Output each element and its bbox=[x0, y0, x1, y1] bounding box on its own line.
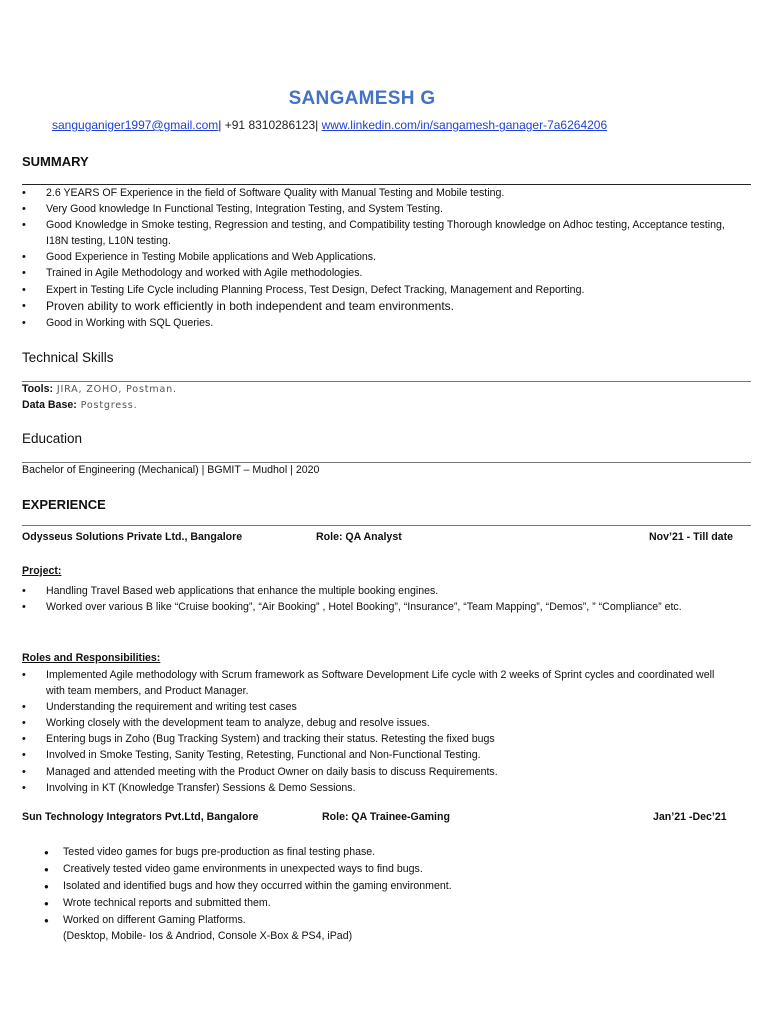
database-value: Postgress. bbox=[76, 400, 138, 411]
job1-company: Odysseus Solutions Private Ltd., Bangalore bbox=[22, 531, 243, 543]
job2-list bbox=[31, 844, 721, 929]
candidate-name: SANGAMESH G bbox=[288, 88, 436, 109]
list-item: • Managed and attended meeting with the Product Owner on daily basis to discuss Requirements. bbox=[22, 764, 722, 780]
list-item: • Handling Travel Based web applications that enhance the multiple booking engines. bbox=[22, 583, 722, 599]
list-item: ● Creatively tested video game environments in unexpected ways to find bugs. bbox=[31, 861, 721, 878]
roles-heading: Roles and Responsibilities: bbox=[22, 652, 161, 664]
tools-value: JIRA, ZOHO, Postman. bbox=[53, 384, 177, 395]
list-item: ● Wrote technical reports and submitted them. bbox=[31, 895, 721, 912]
job2-role: Role: QA Trainee-Gaming bbox=[322, 811, 450, 823]
list-item: • Good Experience in Testing Mobile applications and Web Applications. bbox=[22, 249, 732, 265]
education-divider bbox=[22, 462, 751, 463]
list-item: • Entering bugs in Zoho (Bug Tracking System) and tracking their status. Retesting the fixed bugs bbox=[22, 731, 722, 747]
list-item: ● Worked on different Gaming Platforms. bbox=[31, 912, 721, 929]
list-item: • Understanding the requirement and writing test cases bbox=[22, 699, 722, 715]
project-heading: Project: bbox=[22, 565, 62, 577]
list-item: • 2.6 YEARS OF Experience in the field of Software Quality with Manual Testing and Mobile testing. bbox=[22, 185, 732, 201]
experience-heading: EXPERIENCE bbox=[22, 497, 106, 512]
tools-label: Tools: bbox=[22, 383, 53, 395]
list-item: • Involved in Smoke Testing, Sanity Testing, Retesting, Functional and Non-Functional Testing. bbox=[22, 747, 722, 763]
email-link[interactable]: sanguganiger1997@gmail.com bbox=[52, 118, 219, 132]
list-item: • Good Knowledge in Smoke testing, Regression and testing, and Compatibility testing Thorough knowledge on Adhoc testing, Acceptance testing, I18N testing, L10N testing. bbox=[22, 217, 732, 249]
contact-line bbox=[52, 118, 607, 132]
list-item: • Very Good knowledge In Functional Testing, Integration Testing, and System Testing. bbox=[22, 201, 732, 217]
list-item: • Worked over various B like “Cruise booking”, “Air Booking” , Hotel Booking”, “Insurance”, “Team Mapping”, “Demos”, ” “Compliance” etc. bbox=[22, 599, 722, 615]
job1-dates: Nov’21 - Till date bbox=[649, 531, 733, 543]
education-heading: Education bbox=[22, 431, 83, 446]
summary-heading: SUMMARY bbox=[22, 154, 89, 169]
job2-company: Sun Technology Integrators Pvt.Ltd, Bangalore bbox=[22, 811, 259, 823]
project-list bbox=[22, 583, 722, 615]
database-label: Data Base: bbox=[22, 399, 77, 411]
education-line: Bachelor of Engineering (Mechanical) | BGMIT – Mudhol | 2020 bbox=[22, 464, 320, 476]
linkedin-link[interactable]: www.linkedin.com/in/sangamesh-ganager-7a6264206 bbox=[321, 118, 608, 132]
platforms-note: (Desktop, Mobile- Ios & Andriod, Console X-Box & PS4, iPad) bbox=[63, 930, 353, 942]
database-row bbox=[22, 399, 137, 411]
list-item: • Good in Working with SQL Queries. bbox=[22, 315, 732, 331]
roles-list bbox=[22, 667, 722, 796]
tools-row bbox=[22, 383, 177, 395]
job2-dates: Jan’21 -Dec’21 bbox=[653, 811, 727, 823]
list-item: ● Isolated and identified bugs and how they occurred within the gaming environment. bbox=[31, 878, 721, 895]
list-item: • Expert in Testing Life Cycle including Planning Process, Test Design, Defect Tracking, Management and Reporting. bbox=[22, 282, 732, 298]
list-item: • Trained in Agile Methodology and worked with Agile methodologies. bbox=[22, 265, 732, 281]
phone-text: | +91 8310286123| bbox=[218, 118, 322, 132]
skills-heading: Technical Skills bbox=[22, 350, 114, 365]
list-item: • Proven ability to work efficiently in both independent and team environments. bbox=[22, 298, 732, 315]
list-item: • Implemented Agile methodology with Scrum framework as Software Development Life cycle with 2 weeks of Sprint cycles and coordinated well with team members, and Product Manager. bbox=[22, 667, 722, 699]
list-item: • Working closely with the development team to analyze, debug and resolve issues. bbox=[22, 715, 722, 731]
list-item: • Involving in KT (Knowledge Transfer) Sessions & Demo Sessions. bbox=[22, 780, 722, 796]
skills-divider bbox=[22, 381, 751, 382]
job1-role: Role: QA Analyst bbox=[316, 531, 402, 543]
experience-divider bbox=[22, 525, 751, 526]
summary-list bbox=[22, 185, 732, 331]
list-item: ● Tested video games for bugs pre-production as final testing phase. bbox=[31, 844, 721, 861]
